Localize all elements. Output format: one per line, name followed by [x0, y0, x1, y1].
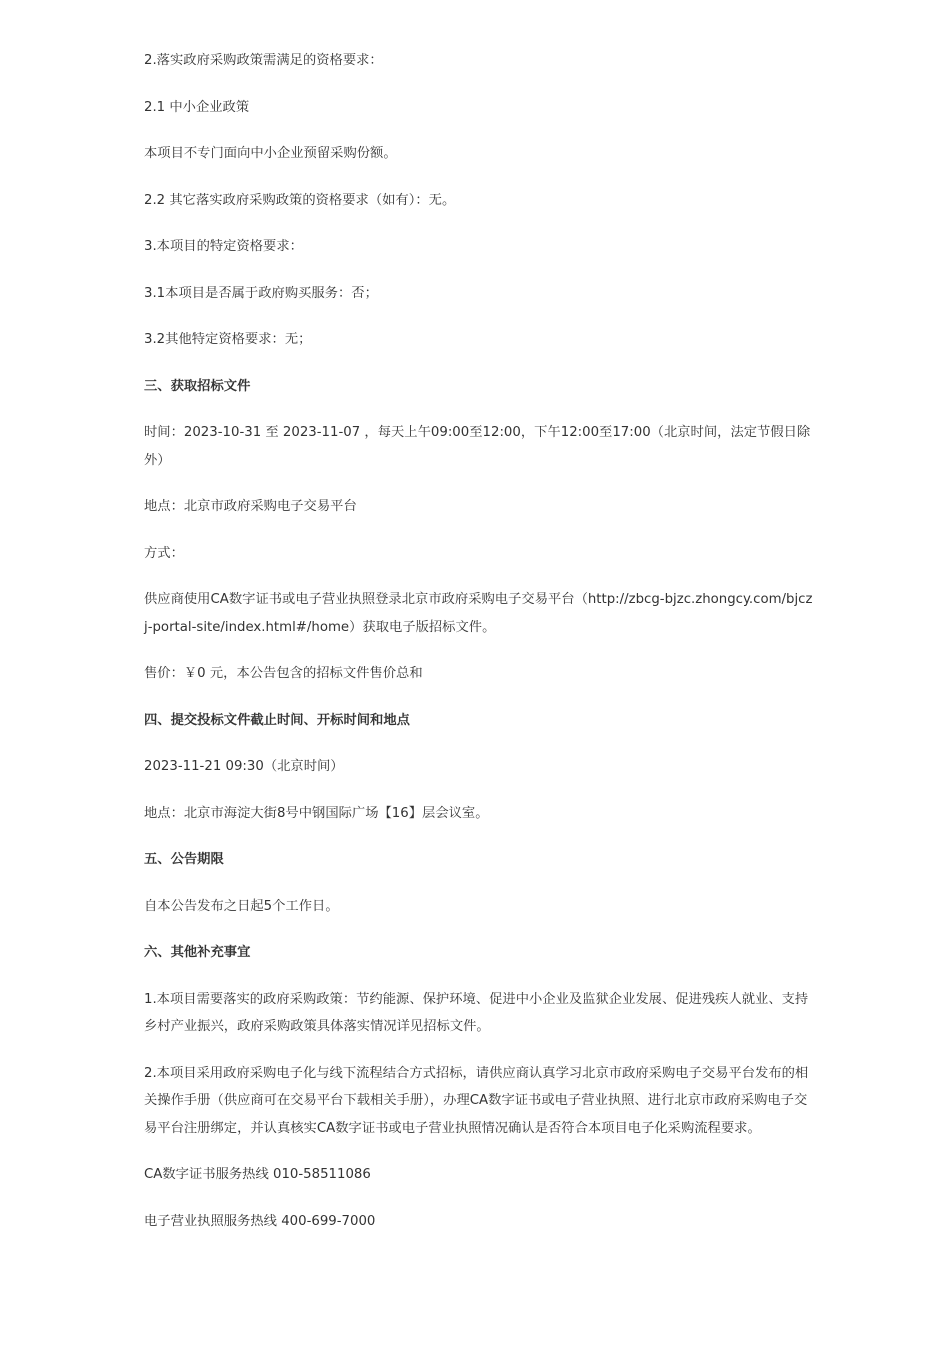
paragraph: 3.2其他特定资格要求：无； — [144, 332, 312, 347]
paragraph: 自本公告发布之日起5个工作日。 — [144, 898, 339, 914]
paragraph: 方式： — [144, 545, 184, 561]
paragraph: 供应商使用CA数字证书或电子营业执照登录北京市政府采购电子交易平台（http://zbcg-bjzc.zhongcy.com/bjczj-portal-site/index.html#/home）获取电子版招标文件。 — [144, 592, 813, 635]
paragraph: 本项目不专门面向中小企业预留采购份额。 — [144, 146, 397, 161]
paragraph: 时间：2023-10-31 至 2023-11-07 ，每天上午09:00至12:00，下午12:00至17:00（北京时间，法定节假日除外） — [144, 425, 811, 468]
paragraph: 2.本项目采用政府采购电子化与线下流程结合方式招标，请供应商认真学习北京市政府采购电子交易平台发布的相关操作手册（供应商可在交易平台下载相关手册），办理CA数字证书或电子营业执照、进行北京市政府采购电子交易平台注册绑定，并认真核实CA数字证书或电子营业执照情况确认是否符合本项目电子化采购流程要求。 — [144, 1065, 809, 1136]
paragraph: 1.本项目需要落实的政府采购政策：节约能源、保护环境、促进中小企业及监狱企业发展、促进残疾人就业、支持乡村产业振兴，政府采购政策具体落实情况详见招标文件。 — [144, 991, 809, 1034]
paragraph: 售价：￥0 元，本公告包含的招标文件售价总和 — [144, 666, 423, 681]
section-heading: 四、提交投标文件截止时间、开标时间和地点 — [144, 712, 410, 728]
section-heading: 五、公告期限 — [144, 852, 224, 867]
paragraph: 2023-11-21 09:30（北京时间） — [144, 759, 344, 774]
paragraph: 地点：北京市海淀大街8号中钢国际广场【16】层会议室。 — [144, 805, 489, 821]
paragraph: 2.落实政府采购政策需满足的资格要求： — [144, 53, 383, 68]
paragraph: CA数字证书服务热线 010-58511086 — [144, 1167, 371, 1182]
document-body — [144, 47, 816, 1254]
paragraph: 2.1 中小企业政策 — [144, 99, 250, 115]
section-heading: 三、获取招标文件 — [144, 378, 251, 394]
paragraph: 电子营业执照服务热线 400-699-7000 — [144, 1213, 376, 1229]
paragraph: 3.1本项目是否属于政府购买服务：否； — [144, 285, 378, 301]
paragraph: 地点：北京市政府采购电子交易平台 — [144, 499, 357, 514]
section-heading: 六、其他补充事宜 — [144, 945, 251, 960]
paragraph: 3.本项目的特定资格要求： — [144, 239, 303, 254]
paragraph: 2.2 其它落实政府采购政策的资格要求（如有）：无。 — [144, 192, 456, 208]
